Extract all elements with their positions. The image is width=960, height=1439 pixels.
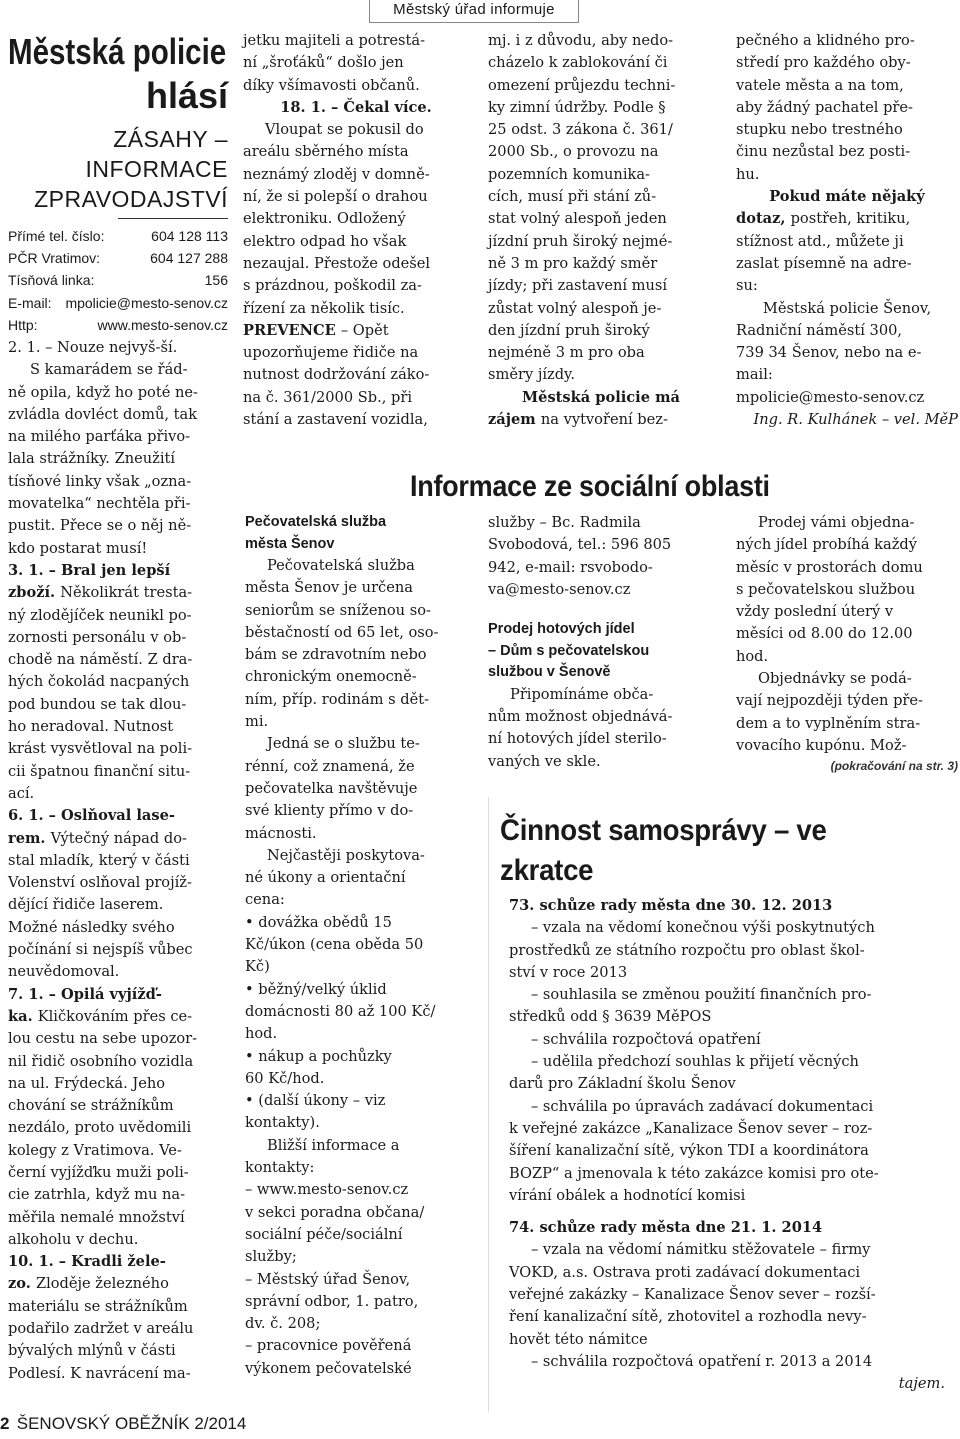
- text-line: va@mesto-senov.cz: [488, 580, 631, 598]
- text-line: prostředků ze státního rozpočtu pro oblast škol-: [509, 941, 865, 959]
- text-line: mpolicie@mesto-senov.cz: [736, 388, 925, 406]
- signature: tajem.: [898, 1375, 945, 1393]
- text-line: pustit. Přece se o něj ně-: [8, 517, 192, 535]
- text-line: pozemních komunika-: [488, 165, 650, 183]
- text-line: Kč/úkon (cena oběda 50: [245, 936, 424, 954]
- text-line: s prázdnou, poškodil za-: [243, 277, 422, 295]
- text-line: jízdní pruh široký nejmé-: [488, 232, 673, 250]
- text-line: neuvědomoval.: [8, 963, 120, 981]
- meals-schedule-text: [736, 512, 958, 757]
- contact-value: 156: [204, 272, 228, 289]
- text-line: postřeh, kritiku,: [790, 210, 911, 228]
- text-line: zboží.: [8, 584, 61, 602]
- text-line: • běžný/velký úklid: [245, 980, 387, 998]
- text-line: stat volný alespoň jeden: [488, 210, 667, 228]
- contact-row: [8, 269, 228, 291]
- text-line: dv. č. 208;: [245, 1315, 321, 1333]
- text-line: Bližší informace a: [267, 1136, 400, 1154]
- text-line: su:: [736, 277, 758, 295]
- text-line: města Šenov je určena: [245, 579, 413, 597]
- text-line: S kamarádem se řád-: [30, 361, 188, 379]
- text-line: ných jídel probíhá každý: [736, 536, 918, 554]
- text-line: Volenství oslňoval projíž-: [8, 874, 192, 892]
- council-title: Činnost samosprávy – ve zkratce: [500, 814, 827, 887]
- text-line: stal mladík, který v části: [8, 851, 190, 869]
- text-line: – Městský úřad Šenov,: [245, 1270, 411, 1288]
- text-line: hu.: [736, 165, 760, 183]
- text-line: Několikrát tresta-: [60, 584, 193, 602]
- text-line: – schválila rozpočtová opatření: [531, 1030, 761, 1048]
- text-line: lou cestu na sebe upozor-: [8, 1030, 198, 1048]
- text-line: aby žádný pachatel pře-: [736, 98, 913, 116]
- text-line: Objednávky se podá-: [758, 670, 912, 688]
- text-line: Možné následky svého: [8, 918, 175, 936]
- text-line: měsíci od 8.00 do 12.00: [736, 625, 913, 643]
- text-line: ní „šroťáků“ došlo jen: [243, 54, 404, 72]
- text-line: ní hotových jídel sterilo-: [488, 730, 667, 748]
- contact-row: [8, 225, 228, 247]
- contact-row: [8, 292, 228, 314]
- contact-value[interactable]: www.mesto-senov.cz: [97, 316, 228, 333]
- care-contact-text: [488, 512, 714, 601]
- text-line: Pokud máte nějaký: [769, 188, 925, 206]
- text-line: pod bundou se tak dlou-: [8, 695, 187, 713]
- text-line: areálu sběrného místa: [243, 143, 409, 161]
- text-line: né úkony a orientační: [245, 869, 406, 887]
- text-line: ní, že si polepší o drahou: [243, 188, 428, 206]
- text-line: 6. 1. – Oslňoval lase-: [8, 807, 175, 825]
- text-line: ně 3 m pro každý směr: [488, 254, 658, 272]
- text-line: pečovatelka navštěvuje: [245, 779, 418, 797]
- council-box: [488, 797, 959, 1412]
- text-line: na vytvoření bez-: [540, 411, 668, 429]
- text-line: rénní, což znamená, že: [245, 757, 415, 775]
- social-column-a: [245, 512, 471, 1380]
- text-line: – pracovnice pověřená: [245, 1337, 412, 1355]
- text-line: stání a zastavení vozidla,: [243, 411, 428, 429]
- text-line: cházelo k zablokování či: [488, 54, 668, 72]
- police-column-4: [736, 30, 958, 431]
- text-line: vají nejpozději týden pře-: [736, 692, 923, 710]
- text-line: zo.: [8, 1275, 36, 1293]
- text-line: kontakty:: [245, 1159, 315, 1177]
- text-line: Podlesí. K navrácení ma-: [8, 1364, 191, 1382]
- text-line: zornosti personálu v ob-: [8, 628, 187, 646]
- text-line: Radniční náměstí 300,: [736, 321, 903, 339]
- meeting-74-heading: 74. schůze rady města dne 21. 1. 2014: [509, 1219, 823, 1237]
- text-line: ství v roce 2013: [509, 963, 628, 981]
- text-line: elektroniku. Odložený: [243, 210, 406, 228]
- text-line: vždy poslední úterý v: [736, 603, 894, 621]
- contact-label: Tísňová linka:: [8, 272, 95, 289]
- police-title-line2: hlásí: [145, 75, 228, 116]
- text-line: dějící řidiče laserem.: [8, 896, 164, 914]
- police-column-1: [8, 337, 222, 1385]
- police-contacts: [8, 225, 228, 336]
- social-column-c: [736, 512, 958, 775]
- text-line: pečného a klidného pro-: [736, 32, 915, 49]
- police-title-line1: Městská policie: [8, 31, 227, 72]
- text-line: materiálu se strážníkům: [8, 1297, 188, 1315]
- meeting-73-heading: 73. schůze rady města dne 30. 12. 2013: [509, 897, 833, 914]
- text-line: Jedná se o službu te-: [267, 735, 420, 753]
- text-line: nejméně 3 m pro oba: [488, 344, 645, 362]
- text-line: vaných ve skle.: [488, 752, 601, 770]
- text-line: Kč): [245, 958, 270, 976]
- text-line: zaslat písemně na adre-: [736, 254, 912, 272]
- text-line: ací.: [8, 784, 35, 802]
- text-line: cích, musí při stání zů-: [488, 188, 657, 206]
- text-line: kolegy z Vratimova. Ve-: [8, 1141, 182, 1159]
- text-line: své klienty přímo v do-: [245, 802, 414, 820]
- text-line: Městská policie Šenov,: [762, 299, 932, 317]
- contact-label: Http:: [8, 316, 38, 333]
- text-line: ky zimní údržby. Podle §: [488, 98, 666, 116]
- text-line: dotaz,: [736, 210, 791, 228]
- text-line: • nákup a pochůzky: [245, 1047, 392, 1065]
- police-column-2: [243, 30, 469, 431]
- text-line: – www.mesto-senov.cz: [245, 1181, 409, 1199]
- text-line: podařilo zadržet v areálu: [8, 1320, 194, 1338]
- text-line: tísňové linky však „ozna-: [8, 472, 192, 490]
- text-line: den jízdní pruh široký: [488, 321, 650, 339]
- text-line: ním, příp. rodinám s dět-: [245, 690, 430, 708]
- text-line: běstačností od 65 let, oso-: [245, 623, 439, 641]
- text-line: – schválila po úpravách zadávací dokumentaci: [531, 1097, 874, 1115]
- text-line: seniorům se sníženou so-: [245, 601, 431, 619]
- text-line: měřila nemalé množství: [8, 1208, 185, 1226]
- text-line: cii špatnou finanční situ-: [8, 762, 191, 780]
- text-line: hod.: [736, 647, 769, 665]
- contact-value: 604 127 288: [150, 250, 228, 267]
- text-line: – schválila rozpočtová opatření r. 2013 a 2014: [531, 1352, 873, 1370]
- text-line: • (další úkony – viz: [245, 1092, 386, 1110]
- police-subtitle-line1: ZÁSAHY – INFORMACE: [85, 126, 228, 182]
- text-line: • dovážka obědů 15: [245, 913, 392, 931]
- text-line: veřejné zakázky – Kanalizace Šenov sever – rozší-: [509, 1286, 876, 1304]
- text-line: ný zlodějíček neunikl po-: [8, 606, 192, 624]
- text-line: 942, e-mail: rsvobodo-: [488, 558, 653, 576]
- text-line: 7. 1. – Opilá vyjížď-: [8, 985, 162, 1003]
- text-line: zůstat volný alespoň je-: [488, 299, 662, 317]
- text-line: 60 Kč/hod.: [245, 1069, 325, 1087]
- text-line: domácnosti 80 až 100 Kč/: [245, 1002, 436, 1020]
- text-line: černí vyjížďku muži poli-: [8, 1163, 189, 1181]
- text-line: mácnosti.: [245, 824, 317, 842]
- police-column-3: [488, 30, 714, 431]
- text-line: nutnost dodržování záko-: [243, 366, 430, 384]
- text-line: stupku nebo trestného: [736, 121, 903, 139]
- text-line: VOKD, a.s. Ostrava proti zadávací dokumentaci: [509, 1263, 861, 1281]
- text-line: movatelka“ nechtěla při-: [8, 495, 191, 513]
- text-line: služby;: [245, 1248, 297, 1266]
- text-line: služby – Bc. Radmila: [488, 514, 641, 531]
- masthead-rule: [118, 218, 228, 219]
- text-line: – udělila předchozí souhlas k přijetí věcných: [531, 1053, 859, 1071]
- text-line: Zloděje železného: [35, 1275, 169, 1293]
- text-line: nům možnost objednává-: [488, 707, 673, 725]
- text-line: Prodej vámi objedna-: [758, 514, 915, 531]
- text-line: činu nezůstal bez posti-: [736, 143, 911, 161]
- text-line: na milého parťáka přivo-: [8, 428, 191, 446]
- text-line: středí pro každého oby-: [736, 54, 911, 72]
- social-section-title: Informace ze sociální oblasti: [410, 470, 770, 503]
- text-line: – Opět: [340, 321, 389, 339]
- text-line: krást vysvětloval na poli-: [8, 740, 193, 758]
- text-line: lala strážníky. Zneužití: [8, 450, 176, 468]
- text-line: vírání obálek a hodnotící komisi: [509, 1186, 746, 1204]
- text-line: darů pro Základní školu Šenov: [509, 1075, 736, 1093]
- text-line: chodě na náměstí. Z dra-: [8, 651, 193, 669]
- text-line: na č. 361/2000 Sb., při: [243, 388, 412, 406]
- text-line: chronickým onemocně-: [245, 668, 417, 686]
- text-line: hovět této námitce: [509, 1330, 648, 1348]
- text-line: s pečovatelskou službou: [736, 580, 916, 598]
- text-line: ření kanalizační sítě, zhotovitel a rozhodla nevy-: [509, 1308, 867, 1326]
- text-line: hod.: [245, 1025, 278, 1043]
- text-line: jetku majiteli a potrestá-: [243, 32, 426, 49]
- text-line: dem a to vyplněním stra-: [736, 714, 921, 732]
- text-line: Nejčastěji poskytova-: [267, 846, 425, 864]
- text-line: k veřejné zakázce „Kanalizace Šenov sever – roz-: [509, 1119, 873, 1137]
- text-line: nezaujal. Přestože odešel: [243, 254, 431, 272]
- text-line: Připomínáme obča-: [510, 685, 654, 703]
- text-line: vatele města a na tom,: [736, 76, 904, 94]
- contact-value[interactable]: mpolicie@mesto-senov.cz: [65, 294, 228, 311]
- meeting-73-items: [509, 917, 945, 1207]
- text-line: bývalých mlýnů v části: [8, 1342, 176, 1360]
- text-line: sociální péče/sociální: [245, 1225, 403, 1243]
- text-line: PREVENCE: [243, 321, 341, 339]
- text-line: ho neradoval. Nutnost: [8, 718, 174, 736]
- text-line: mj. i z důvodu, aby nedo-: [488, 32, 674, 49]
- text-line: kontakty).: [245, 1114, 320, 1132]
- text-line: počínání si nejspíš vůbec: [8, 941, 193, 959]
- text-line: v sekci poradna občana/: [245, 1203, 425, 1221]
- continued-note: (pokračování na str. 3): [830, 759, 958, 774]
- text-line: Výtečný nápad do-: [50, 829, 187, 847]
- text-line: měsíc v prostorách domu: [736, 558, 923, 576]
- contact-label: PČR Vratimov:: [8, 250, 101, 267]
- text-line: 2000 Sb., o provozu na: [488, 143, 659, 161]
- contact-label: E-mail:: [8, 294, 52, 311]
- text-line: Kličkováním přes ce-: [37, 1007, 193, 1025]
- text-line: 2. 1. – Nouze nejvyš-ší.: [8, 339, 178, 356]
- text-line: ně opila, když ho poté ne-: [8, 383, 198, 401]
- text-line: cena:: [245, 891, 285, 909]
- care-text: [245, 555, 471, 1380]
- text-line: rem.: [8, 829, 51, 847]
- text-line: BOZP“ a jmenovala k této zakázce komisi pro ote-: [509, 1164, 879, 1182]
- text-line: šíření kanalizační sítě, výkon TDI a koordinátora: [509, 1142, 869, 1160]
- text-line: zájem: [488, 411, 541, 429]
- contact-row: [8, 247, 228, 269]
- text-line: vovacího kupónu. Mož-: [736, 736, 907, 754]
- meals-heading: Prodej hotových jídel – Dům s pečovatelskou službou v Šenově: [488, 621, 650, 681]
- text-line: mail:: [736, 366, 773, 384]
- text-line: jízdy; při zastavení musí: [488, 277, 668, 295]
- police-subtitle-line2: ZPRAVODAJSTVÍ: [34, 186, 228, 212]
- contact-value: 604 128 113: [151, 228, 228, 244]
- text-line: Ing. R. Kulhánek – vel. MěP: [753, 411, 958, 429]
- text-line: řízení za několik tisíc.: [243, 299, 405, 317]
- text-line: díky všímavosti občanů.: [243, 76, 420, 94]
- text-line: zvládla dovléct domů, tak: [8, 405, 198, 423]
- text-line: kdo postarat musí!: [8, 539, 148, 557]
- text-line: mi.: [245, 713, 269, 731]
- text-line: Městská policie má: [522, 388, 680, 406]
- contact-row: [8, 314, 228, 336]
- text-line: 739 34 Šenov, nebo na e-: [736, 344, 922, 362]
- text-line: středků odd § 3639 MěPOS: [509, 1008, 712, 1026]
- text-line: správní odbor, 1. patro,: [245, 1292, 419, 1310]
- text-line: upozorňujeme řidiče na: [243, 344, 419, 362]
- text-line: na ul. Frýdecká. Jeho: [8, 1074, 166, 1092]
- social-column-b: [488, 512, 714, 773]
- page-footer: 2 ŠENOVSKÝ OBĚŽNÍK 2/2014: [0, 1414, 247, 1433]
- text-line: 3. 1. – Bral jen lepší: [8, 561, 171, 579]
- text-line: směry jízdy.: [488, 366, 575, 384]
- text-line: nezdálo, proto uvědomili: [8, 1119, 192, 1137]
- text-line: Svobodová, tel.: 596 805: [488, 536, 672, 554]
- meeting-74-items: [509, 1239, 945, 1373]
- text-line: elektro odpad ho však: [243, 232, 407, 250]
- text-line: bám se zdravotním nebo: [245, 646, 427, 664]
- police-masthead: [8, 30, 228, 336]
- text-line: 25 odst. 3 zákona č. 361/: [488, 121, 673, 139]
- text-line: stížnost atd., můžete ji: [736, 232, 904, 250]
- meals-text: [488, 684, 714, 773]
- text-line: hých čokolád nacpaných: [8, 673, 190, 691]
- text-line: 18. 1. – Čekal více.: [280, 98, 432, 116]
- text-line: 10. 1. – Kradli žele-: [8, 1253, 166, 1271]
- text-line: – vzala na vědomí námitku stěžovatele – firmy: [531, 1241, 871, 1259]
- text-line: Pečovatelská služba: [267, 557, 415, 574]
- text-line: nil řidič osobního vozidla: [8, 1052, 194, 1070]
- section-header-strip: Městský úřad informuje: [369, 0, 579, 23]
- care-heading: Pečovatelská služba města Šenov: [245, 514, 387, 552]
- text-line: ka.: [8, 1007, 38, 1025]
- text-line: – vzala na vědomí konečnou výši poskytnutých: [531, 919, 875, 937]
- text-line: cie zatrhla, když mu na-: [8, 1186, 186, 1204]
- contact-label: Přímé tel. číslo:: [8, 228, 105, 244]
- text-line: výkonem pečovatelské: [245, 1359, 412, 1377]
- text-line: alkoholu v dechu.: [8, 1230, 139, 1248]
- text-line: omezení průjezdu techni-: [488, 76, 676, 94]
- text-line: chování se strážníkům: [8, 1097, 174, 1115]
- text-line: – souhlasila se změnou použití finančních pro-: [531, 986, 872, 1004]
- text-line: Vloupat se pokusil do: [265, 121, 424, 139]
- text-line: neznámý zloděj v domně-: [243, 165, 430, 183]
